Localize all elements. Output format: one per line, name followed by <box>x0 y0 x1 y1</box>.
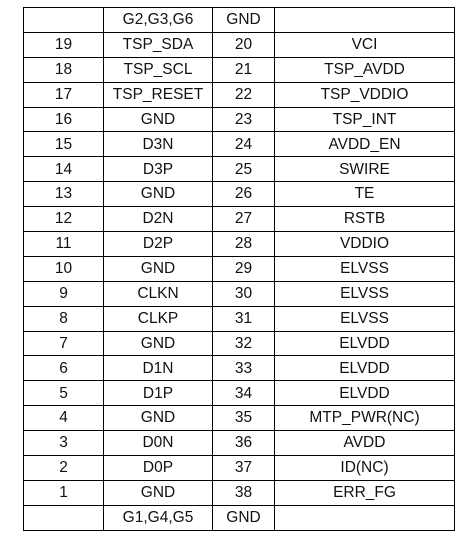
signal-left-cell: TSP_SDA <box>104 32 213 57</box>
pin-number-right-cell: 38 <box>213 480 275 505</box>
signal-right-cell <box>275 8 455 33</box>
signal-left-cell: D0P <box>104 456 213 481</box>
signal-left-cell: TSP_SCL <box>104 57 213 82</box>
pin-number-right-cell: 20 <box>213 32 275 57</box>
pin-number-left-cell: 9 <box>24 281 104 306</box>
signal-left-cell: TSP_RESET <box>104 82 213 107</box>
signal-left-cell: GND <box>104 182 213 207</box>
ground-header-row <box>24 8 455 33</box>
pin-number-right-cell: GND <box>213 505 275 530</box>
pin-number-left-cell: 1 <box>24 480 104 505</box>
pin-row <box>24 182 455 207</box>
pin-number-right-cell: 21 <box>213 57 275 82</box>
pin-row <box>24 107 455 132</box>
pin-row <box>24 456 455 481</box>
signal-right-cell: MTP_PWR(NC) <box>275 406 455 431</box>
signal-right-cell: ID(NC) <box>275 456 455 481</box>
pin-number-left-cell: 3 <box>24 431 104 456</box>
signal-right-cell: VCI <box>275 32 455 57</box>
signal-right-cell: AVDD_EN <box>275 132 455 157</box>
signal-left-cell: GND <box>104 107 213 132</box>
pin-number-right-cell: 35 <box>213 406 275 431</box>
pin-number-right-cell: 27 <box>213 207 275 232</box>
signal-right-cell: VDDIO <box>275 232 455 257</box>
pin-assignment-table <box>23 7 455 531</box>
pin-number-left-cell: 13 <box>24 182 104 207</box>
pin-number-left-cell: 6 <box>24 356 104 381</box>
pin-number-left-cell: 18 <box>24 57 104 82</box>
pin-row <box>24 406 455 431</box>
signal-left-cell: G1,G4,G5 <box>104 505 213 530</box>
signal-left-cell: D1N <box>104 356 213 381</box>
ground-footer-row <box>24 505 455 530</box>
signal-left-cell: G2,G3,G6 <box>104 8 213 33</box>
pin-table-body <box>24 8 455 531</box>
pin-number-left-cell: 15 <box>24 132 104 157</box>
pin-number-right-cell: 26 <box>213 182 275 207</box>
pin-row <box>24 306 455 331</box>
signal-right-cell: TSP_AVDD <box>275 57 455 82</box>
pin-number-right-cell: 30 <box>213 281 275 306</box>
pin-number-right-cell: 33 <box>213 356 275 381</box>
signal-left-cell: GND <box>104 480 213 505</box>
signal-right-cell <box>275 505 455 530</box>
pin-number-right-cell: 22 <box>213 82 275 107</box>
pin-number-left-cell: 8 <box>24 306 104 331</box>
pin-row <box>24 132 455 157</box>
signal-right-cell: AVDD <box>275 431 455 456</box>
signal-right-cell: ELVDD <box>275 331 455 356</box>
signal-left-cell: GND <box>104 406 213 431</box>
pin-number-left-cell: 11 <box>24 232 104 257</box>
signal-right-cell: RSTB <box>275 207 455 232</box>
pin-row <box>24 32 455 57</box>
pin-number-right-cell: 25 <box>213 157 275 182</box>
signal-right-cell: TSP_INT <box>275 107 455 132</box>
pin-number-right-cell: 23 <box>213 107 275 132</box>
signal-left-cell: GND <box>104 256 213 281</box>
pin-row <box>24 281 455 306</box>
pin-number-left-cell: 10 <box>24 256 104 281</box>
pin-row <box>24 232 455 257</box>
pin-number-right-cell: 34 <box>213 381 275 406</box>
pin-row <box>24 356 455 381</box>
pin-number-left-cell <box>24 8 104 33</box>
pin-number-left-cell: 7 <box>24 331 104 356</box>
signal-left-cell: D1P <box>104 381 213 406</box>
pin-number-right-cell: GND <box>213 8 275 33</box>
signal-right-cell: ELVSS <box>275 281 455 306</box>
signal-right-cell: ELVDD <box>275 356 455 381</box>
signal-left-cell: D2P <box>104 232 213 257</box>
pin-number-left-cell: 19 <box>24 32 104 57</box>
pin-number-right-cell: 24 <box>213 132 275 157</box>
signal-left-cell: CLKP <box>104 306 213 331</box>
signal-left-cell: D0N <box>104 431 213 456</box>
pin-number-right-cell: 31 <box>213 306 275 331</box>
pin-number-left-cell: 12 <box>24 207 104 232</box>
pin-number-right-cell: 32 <box>213 331 275 356</box>
pin-number-right-cell: 37 <box>213 456 275 481</box>
pin-number-left-cell: 5 <box>24 381 104 406</box>
signal-left-cell: D3P <box>104 157 213 182</box>
pin-row <box>24 256 455 281</box>
signal-right-cell: ELVSS <box>275 306 455 331</box>
pin-number-right-cell: 29 <box>213 256 275 281</box>
pin-number-left-cell: 16 <box>24 107 104 132</box>
pin-number-right-cell: 36 <box>213 431 275 456</box>
signal-left-cell: D2N <box>104 207 213 232</box>
signal-left-cell: D3N <box>104 132 213 157</box>
signal-right-cell: SWIRE <box>275 157 455 182</box>
pin-row <box>24 157 455 182</box>
pin-number-left-cell <box>24 505 104 530</box>
pin-number-right-cell: 28 <box>213 232 275 257</box>
pin-row <box>24 480 455 505</box>
signal-right-cell: TSP_VDDIO <box>275 82 455 107</box>
pin-number-left-cell: 2 <box>24 456 104 481</box>
pin-number-left-cell: 17 <box>24 82 104 107</box>
signal-right-cell: ELVDD <box>275 381 455 406</box>
pin-row <box>24 331 455 356</box>
signal-right-cell: TE <box>275 182 455 207</box>
pin-number-left-cell: 4 <box>24 406 104 431</box>
pin-row <box>24 57 455 82</box>
signal-left-cell: CLKN <box>104 281 213 306</box>
signal-right-cell: ERR_FG <box>275 480 455 505</box>
pin-row <box>24 82 455 107</box>
pin-row <box>24 381 455 406</box>
pin-row <box>24 207 455 232</box>
pin-number-left-cell: 14 <box>24 157 104 182</box>
signal-left-cell: GND <box>104 331 213 356</box>
signal-right-cell: ELVSS <box>275 256 455 281</box>
pin-row <box>24 431 455 456</box>
